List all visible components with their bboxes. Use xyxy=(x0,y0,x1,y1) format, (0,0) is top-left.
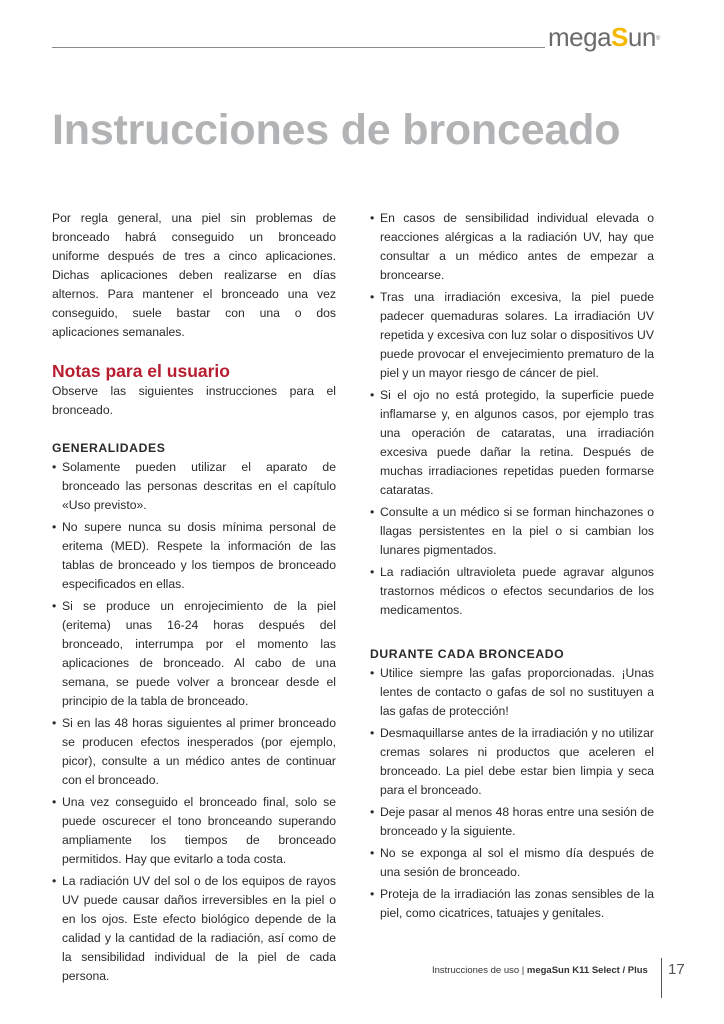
list-item xyxy=(52,793,336,869)
list-item-text: En casos de sensibilidad individual elevada o reacciones alérgicas a la radiación UV, hay que consultar a un médico antes de empezar a broncearse. xyxy=(380,211,654,282)
bullet-icon: • xyxy=(370,887,375,901)
bullet-icon: • xyxy=(370,666,375,680)
list-item xyxy=(52,518,336,594)
logo-s-mark: S xyxy=(611,22,628,52)
bullet-icon: • xyxy=(52,795,57,809)
list-item xyxy=(370,288,654,383)
list-item xyxy=(370,563,654,620)
list-item-text: Tras una irradiación excesiva, la piel puede padecer quemaduras solares. La irradiación UV repetida y excesiva con luz solar o dispositivos UV puede provocar el envejecimiento prematuro de la piel y un mayor riesgo de cáncer de piel. xyxy=(380,290,654,380)
list-item-text: Si el ojo no está protegido, la superficie puede inflamarse y, en algunos casos, por ejemplo tras una operación de cataratas, una irradiación excesiva puede dañar la retina. Después de muchas irradiaciones repetidas pueden formarse cataratas. xyxy=(380,388,654,497)
footer-doc-label xyxy=(432,965,648,977)
list-item xyxy=(370,803,654,841)
footer-product: megaSun K11 Select / Plus xyxy=(526,965,648,976)
megasun-logo xyxy=(548,22,660,52)
bullet-icon: • xyxy=(370,290,375,304)
section-intro: Observe las siguientes instrucciones para el bronceado. xyxy=(52,384,336,417)
generalidades-list-continued xyxy=(370,209,654,620)
right-column xyxy=(370,209,654,926)
bullet-icon: • xyxy=(370,726,375,740)
list-item-text: Solamente pueden utilizar el aparato de bronceado las personas descritas en el capítulo «Uso previsto». xyxy=(62,460,336,512)
logo-prefix: mega xyxy=(548,22,612,52)
list-item xyxy=(52,714,336,790)
list-item xyxy=(52,597,336,711)
footer-divider xyxy=(661,958,662,998)
header-rule xyxy=(52,47,545,48)
list-item-text: La radiación ultravioleta puede agravar algunos trastornos médicos o efectos secundarios de los medicamentos. xyxy=(380,565,654,617)
list-item xyxy=(370,844,654,882)
intro-paragraph: Por regla general, una piel sin problemas de bronceado habrá conseguido un bronceado uniforme después de tres a cinco aplicaciones. Dichas aplicaciones deben realizarse en días alternos. Para mantener el bronceado una vez conseguido, suele bastar con una o dos aplicaciones semanales. xyxy=(52,211,336,339)
bullet-icon: • xyxy=(370,211,375,225)
list-item xyxy=(370,386,654,500)
bullet-icon: • xyxy=(370,805,375,819)
page-title: Instrucciones de bronceado xyxy=(52,106,621,154)
bullet-icon: • xyxy=(52,716,57,730)
list-item-text: Consulte a un médico si se forman hinchazones o llagas persistentes en la piel o si cambian los lunares pigmentados. xyxy=(380,505,654,557)
list-item-text: Si se produce un enrojecimiento de la piel (eritema) unas 16-24 horas después del bronceado, interrumpa por el momento las aplicaciones de bronceado. Al cabo de una semana, se puede volver a broncear desde el principio de la tabla de bronceado. xyxy=(62,599,336,708)
left-column xyxy=(52,209,336,989)
footer-label: Instrucciones de uso | xyxy=(432,965,527,976)
bullet-icon: • xyxy=(52,874,57,888)
bullet-icon: • xyxy=(370,505,375,519)
list-item xyxy=(370,664,654,721)
generalidades-list xyxy=(52,458,336,986)
section-title-notas: Notas para el usuario xyxy=(52,361,230,381)
bullet-icon: • xyxy=(370,846,375,860)
list-item-text: La radiación UV del sol o de los equipos de rayos UV puede causar daños irreversibles en la piel o en los ojos. Este efecto biológico depende de la calidad y la cantidad de la radiación, así como de la sensibilidad individual de la piel de cada persona. xyxy=(62,874,336,983)
list-item xyxy=(52,872,336,986)
subhead-generalidades: GENERALIDADES xyxy=(52,441,166,455)
list-item-text: No supere nunca su dosis mínima personal de eritema (MED). Respete la información de las tablas de bronceado y los tiempos de bronceado especificados en ellas. xyxy=(62,520,336,591)
bullet-icon: • xyxy=(370,565,375,579)
list-item-text: Proteja de la irradiación las zonas sensibles de la piel, como cicatrices, tatuajes y genitales. xyxy=(380,887,654,920)
bullet-icon: • xyxy=(52,520,57,534)
bullet-icon: • xyxy=(52,599,57,613)
page-number: 17 xyxy=(668,961,685,978)
list-item-text: No se exponga al sol el mismo día después de una sesión de bronceado. xyxy=(380,846,654,879)
list-item xyxy=(370,724,654,800)
list-item-text: Deje pasar al menos 48 horas entre una sesión de bronceado y la siguiente. xyxy=(380,805,654,838)
bullet-icon: • xyxy=(52,460,57,474)
bullet-icon: • xyxy=(370,388,375,402)
registered-icon: ® xyxy=(655,36,660,42)
subhead-durante-cada-bronceado: DURANTE CADA BRONCEADO xyxy=(370,647,565,661)
list-item-text: Desmaquillarse antes de la irradiación y no utilizar cremas solares ni productos que aceleren el bronceado. La piel debe estar bien limpia y seca para el bronceado. xyxy=(380,726,654,797)
list-item-text: Una vez conseguido el bronceado final, solo se puede oscurecer el tono bronceando superando ampliamente los tiempos de bronceado permitidos. Hay que evitarlo a toda costa. xyxy=(62,795,336,866)
list-item xyxy=(52,458,336,515)
list-item-text: Utilice siempre las gafas proporcionadas. ¡Unas lentes de contacto o gafas de sol no sustituyen a las gafas de protección! xyxy=(380,666,654,718)
list-item xyxy=(370,209,654,285)
logo-suffix: un xyxy=(627,22,656,52)
list-item-text: Si en las 48 horas siguientes al primer bronceado se producen efectos inesperados (por ejemplo, picor), consulte a un médico antes de continuar con el bronceado. xyxy=(62,716,336,787)
list-item xyxy=(370,885,654,923)
list-item xyxy=(370,503,654,560)
durante-list xyxy=(370,664,654,923)
